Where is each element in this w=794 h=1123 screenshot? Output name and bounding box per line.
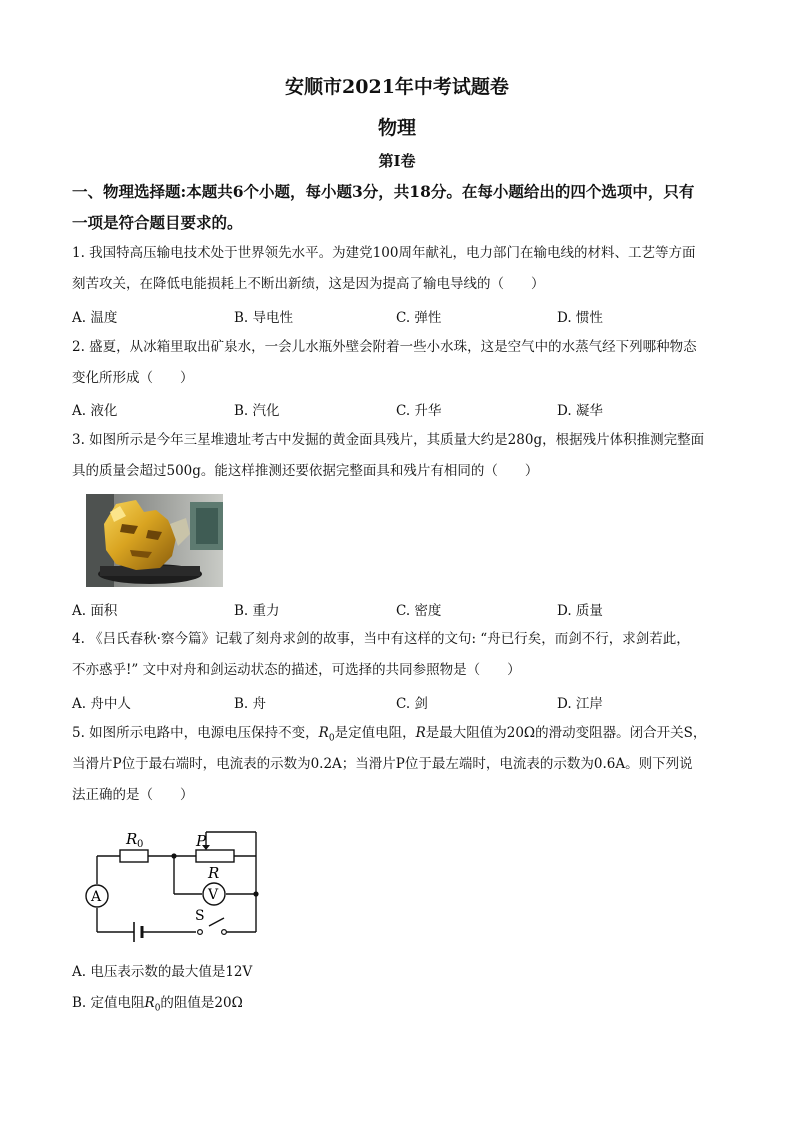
answer-b-text-b: 的阻值是20Ω [160, 995, 243, 1011]
question-3-line-1: 3. 如图所示是今年三星堆遗址考古中发掘的黄金面具残片，其质量大约是280g，根据残片体积推测完整面 [72, 432, 705, 448]
answer-b-r0: R [144, 995, 155, 1011]
question-4-line-1: 4. 《吕氏春秋·察今篇》记载了刻舟求剑的故事，当中有这样的文句: “舟已行矣，而剑不行，求剑若此， [72, 631, 690, 647]
section-heading [72, 176, 727, 238]
question-4-line-2: 不亦惑乎!” 文中对舟和剑运动状态的描述，可选择的共同参照物是（ ） [72, 662, 521, 678]
question-1-options [72, 306, 732, 326]
answer-b-text-a: B. 定值电阻 [72, 995, 145, 1011]
option-b: B. 汽化 [234, 403, 280, 419]
option-d: D. 凝华 [557, 403, 603, 419]
question-2-options [72, 399, 732, 419]
answer-b-r0-sub: 0 [154, 1003, 161, 1014]
option-c: C. 密度 [396, 603, 442, 619]
question-5-line-3: 法正确的是（ ） [72, 787, 194, 803]
q5-r-symbol: R [415, 725, 426, 741]
q5-text-a: 电路中，电源电压保持不变， [143, 725, 319, 741]
exam-title: 安顺市2021年中考试题卷 [285, 76, 509, 98]
question-2-line-1: 2. 盛夏，从冰箱里取出矿泉水，一会儿水瓶外壁会附着一些小水珠，这是空气中的水蒸气经下列哪种物态 [72, 339, 697, 355]
option-c: C. 弹性 [396, 310, 442, 326]
question-5-line-1 [72, 723, 732, 749]
question-5-answer-b [72, 993, 732, 1019]
question-3-options [72, 599, 732, 619]
option-c: C. 剑 [396, 696, 428, 712]
option-d: D. 惯性 [557, 310, 603, 326]
question-1-line-1: 1. 我国特高压输电技术处于世界领先水平。为建党100周年献礼，电力部门在输电线的材料、工艺等方面 [72, 245, 696, 261]
gold-mask-image [86, 494, 223, 587]
q5-prefix: 5. 如图所示 [72, 725, 144, 741]
ammeter-label: A [91, 889, 102, 905]
option-b: B. 导电性 [234, 310, 294, 326]
section-heading-line-1: 一、物理选择题:本题共6个小题，每小题3分，共18分。在每小题给出的四个选项中，只有 [72, 182, 695, 201]
part-title: 第I卷 [378, 152, 416, 170]
question-2-line-2: 变化所形成（ ） [72, 370, 194, 386]
switch-label: S [195, 908, 205, 924]
option-a: A. 温度 [72, 310, 118, 326]
circuit-svg [76, 824, 276, 950]
question-3-line-2: 具的质量会超过500g。能这样推测还要依据完整面具和残片有相同的（ ） [72, 463, 539, 479]
option-d: D. 质量 [557, 603, 603, 619]
subject-title: 物理 [377, 117, 416, 139]
option-c: C. 升华 [396, 403, 442, 419]
q5-r0-symbol: R [318, 725, 329, 741]
option-a: A. 液化 [72, 403, 118, 419]
r0-sub-label: 0 [137, 839, 144, 850]
gold-mask-photo [86, 494, 223, 587]
section-heading-line-2: 一项是符合题目要求的。 [72, 213, 243, 232]
question-5-line-2: 当滑片P位于最右端时，电流表的示数为0.2A；当滑片P位于最左端时，电流表的示数为0.6A。则下列说 [72, 756, 693, 772]
option-b: B. 舟 [234, 696, 267, 712]
r-label: R [208, 864, 220, 882]
q5-text-b: 是定值电阻， [334, 725, 416, 741]
q5-r0-sub: 0 [328, 733, 335, 744]
option-a: A. 面积 [72, 603, 118, 619]
circuit-diagram [76, 824, 276, 950]
option-d: D. 江岸 [557, 696, 603, 712]
option-a: A. 舟中人 [72, 696, 131, 712]
question-1-line-2: 刻苦攻关，在降低电能损耗上不断出新绩，这是因为提高了输电导线的（ ） [72, 276, 545, 292]
q5-text-c: 是最大阻值为20Ω的滑动变阻器。闭合开关S， [425, 725, 707, 741]
question-5-answer-a: A. 电压表示数的最大值是12V [72, 964, 253, 980]
question-4-options [72, 692, 732, 712]
r0-label: R [126, 830, 138, 848]
option-b: B. 重力 [234, 603, 280, 619]
voltmeter-label: V [208, 887, 219, 903]
p-label: P [196, 832, 207, 850]
